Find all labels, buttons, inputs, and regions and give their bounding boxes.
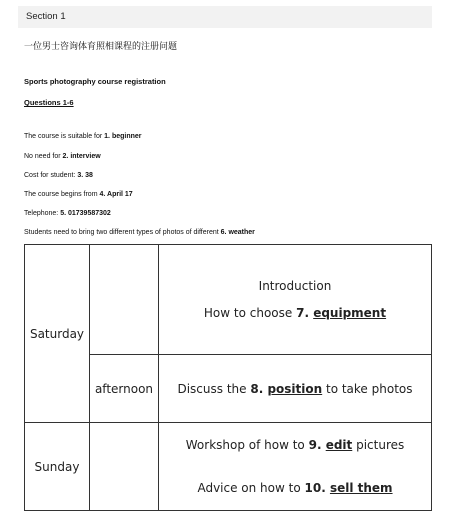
answer-3: 3. 38 <box>77 172 93 179</box>
note-line-3: Cost for student: 3. 38 <box>24 172 93 179</box>
q7-line: How to choose 7. equipment <box>203 305 387 320</box>
note-line-2: No need for 2. interview <box>24 153 101 160</box>
introduction-label: Introduction <box>258 278 332 293</box>
note-line-4: The course begins from 4. April 17 <box>24 191 133 198</box>
schedule-table <box>24 244 432 511</box>
answer-7: equipment <box>313 305 387 320</box>
cell-sunday-content <box>159 423 432 511</box>
answer-4: 4. April 17 <box>99 191 133 198</box>
q10-line: Advice on how to 10. sell them <box>197 480 393 495</box>
answer-1: 1. beginner <box>104 133 142 140</box>
q9-line: Workshop of how to 9. edit pictures <box>185 437 405 452</box>
answer-5: 5. 01739587302 <box>60 210 111 217</box>
q8-line: Discuss the 8. position to take photos <box>159 355 432 423</box>
answer-10: sell them <box>329 480 393 495</box>
table-row-sunday <box>25 423 432 511</box>
answer-9: edit <box>325 437 353 452</box>
answer-6: 6. weather <box>220 229 255 236</box>
cell-introduction <box>159 245 432 355</box>
slot-empty-2 <box>90 423 159 511</box>
questions-label: Questions 1-6 <box>24 98 74 107</box>
table-row-saturday-top <box>25 245 432 355</box>
note-line-6: Students need to bring two different types of photos of different 6. weather <box>24 229 255 236</box>
day-sunday: Sunday <box>25 423 90 511</box>
answer-2: 2. interview <box>62 153 101 160</box>
note-line-1: The course is suitable for 1. beginner <box>24 133 142 140</box>
day-saturday: Saturday <box>25 245 90 423</box>
note-line-5: Telephone: 5. 01739587302 <box>24 210 111 217</box>
section-label: Section 1 <box>26 11 66 22</box>
slot-empty-1 <box>90 245 159 355</box>
answer-8: position <box>267 381 323 396</box>
document-title: Sports photography course registration <box>24 77 166 86</box>
chinese-title: 一位男士咨询体育照相课程的注册问题 <box>24 42 178 52</box>
section-header <box>18 6 432 28</box>
slot-afternoon: afternoon <box>90 355 159 423</box>
